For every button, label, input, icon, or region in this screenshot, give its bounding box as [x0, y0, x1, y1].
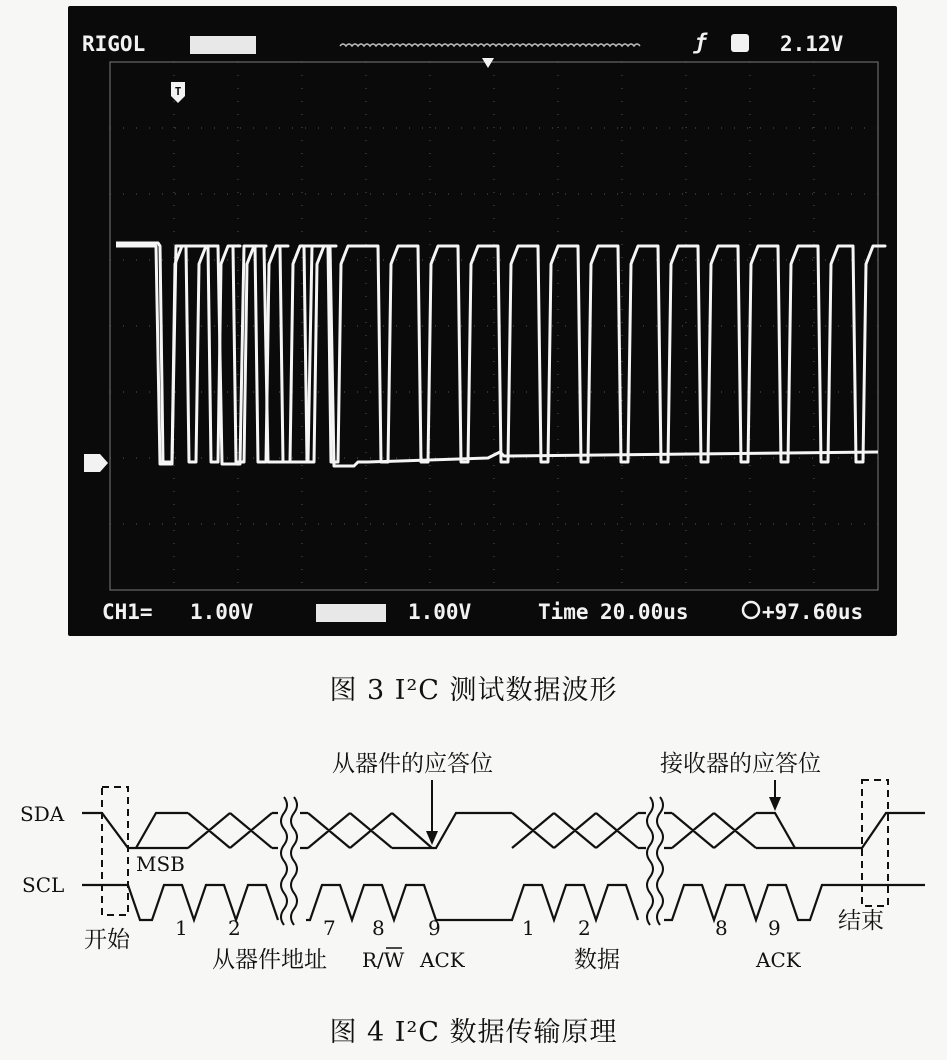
math-channel-badge	[316, 604, 386, 622]
channel-ground-marker-icon	[84, 454, 108, 472]
slave-ack-annotation: 从器件的应答位	[332, 751, 493, 777]
math-scale: 1.00V	[408, 600, 472, 624]
trigger-edge-icon: ƒ	[694, 30, 707, 54]
data-label: 数据	[574, 947, 620, 973]
slave-address-label: 从器件地址	[212, 947, 327, 973]
ack-label-2: ACK	[756, 948, 801, 972]
i2c-timing-diagram	[0, 735, 947, 1035]
start-label: 开始	[84, 927, 130, 953]
sda-label: SDA	[20, 802, 65, 826]
trigger-position-icon	[482, 58, 494, 68]
clock-number-data-8: 8	[715, 916, 728, 940]
clock-number-data-9: 9	[768, 916, 781, 940]
time-label: Time	[538, 600, 589, 624]
msb-label: MSB	[136, 852, 185, 876]
clock-number-8: 8	[372, 916, 385, 940]
trigger-marker-letter: T	[174, 85, 182, 98]
clock-number-data-2: 2	[578, 916, 591, 940]
clock-number-9: 9	[428, 916, 441, 940]
receiver-ack-annotation: 接收器的应答位	[660, 751, 821, 777]
memory-depth-indicator	[340, 44, 640, 46]
run-stop-icon	[731, 34, 749, 52]
ch1-label: CH1=	[102, 600, 153, 624]
figure3-caption: 图 3 I²C 测试数据波形	[329, 675, 618, 706]
clock-number-7: 7	[323, 916, 336, 940]
clock-number-1: 1	[175, 916, 188, 940]
scope-brand: RIGOL	[82, 32, 146, 56]
scope-graticule-and-trace	[68, 6, 897, 636]
rw-label: R/W	[362, 948, 405, 972]
trigger-level: 2.12V	[780, 32, 844, 56]
clock-number-2: 2	[228, 916, 241, 940]
time-offset: +97.60us	[762, 600, 864, 624]
clock-number-data-1: 1	[522, 916, 535, 940]
start-condition-box	[102, 787, 128, 915]
sda-waveform	[82, 813, 925, 848]
figure4-caption: 图 4 I²C 数据传输原理	[329, 1017, 618, 1048]
stop-label: 结束	[838, 908, 884, 934]
scl-trace	[116, 243, 885, 462]
scl-label: SCL	[22, 873, 65, 897]
offset-icon	[743, 602, 759, 618]
oscilloscope-screen	[68, 6, 897, 636]
ack-label-1: ACK	[420, 948, 465, 972]
ch1-scale: 1.00V	[190, 600, 254, 624]
receiver-ack-arrowhead-icon	[769, 797, 781, 811]
scl-waveform	[82, 885, 925, 920]
time-scale: 20.00us	[600, 600, 689, 624]
run-status-badge	[190, 36, 256, 54]
